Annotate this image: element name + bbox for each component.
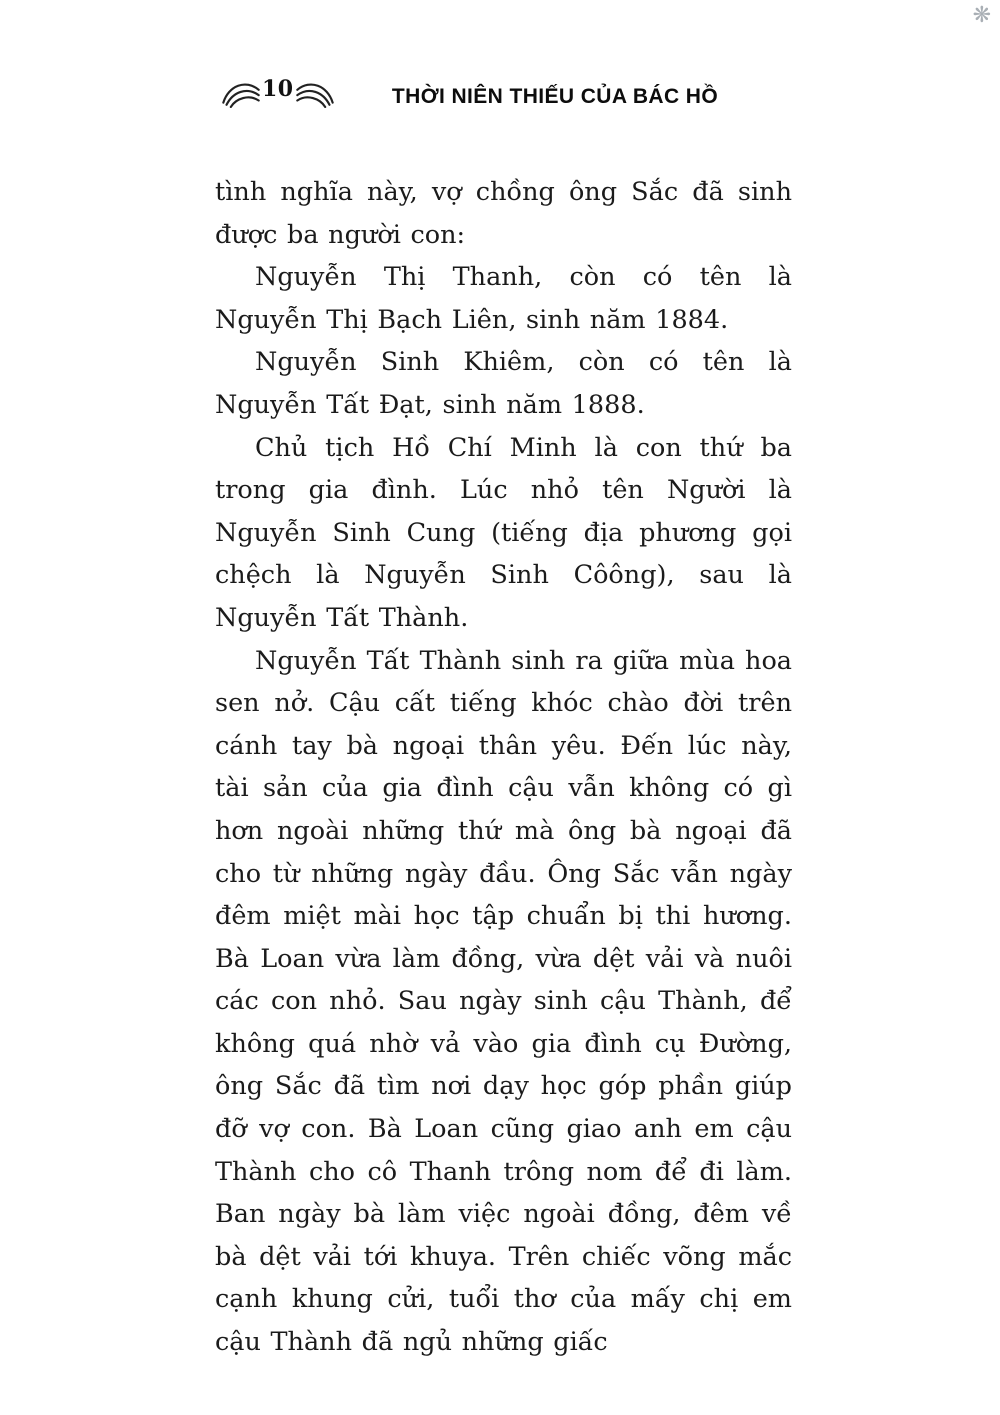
paragraph: Nguyễn Thị Thanh, còn có tên là Nguyễn Thị Bạch Liên, sinh năm 1884.: [215, 262, 792, 335]
page-number: 10: [262, 76, 294, 102]
page-header: [0, 78, 1000, 120]
body-text-column: [215, 171, 792, 1364]
book-swoosh-left-icon: [222, 78, 260, 108]
running-header-title: THỜI NIÊN THIẾU CỦA BÁC HỒ: [391, 85, 719, 108]
paragraph: Chủ tịch Hồ Chí Minh là con thứ ba trong gia đình. Lúc nhỏ tên Người là Nguyễn Sinh Cung (tiếng địa phương gọi chệch là Nguyễn Sinh Côông), sau là Nguyễn Tất Thành.: [215, 432, 792, 633]
book-swoosh-right-icon: [296, 78, 334, 108]
paragraph: Nguyễn Tất Thành sinh ra giữa mùa hoa sen nở. Cậu cất tiếng khóc chào đời trên cánh tay bà ngoại thân yêu. Đến lúc này, tài sản của gia đình cậu vẫn không có gì hơn ngoài những thứ mà ông bà ngoại đã cho từ những ngày đầu. Ông Sắc vẫn ngày đêm miệt mài học tập chuẩn bị thi hương. Bà Loan vừa làm đồng, vừa dệt vải và nuôi các con nhỏ. Sau ngày sinh cậu Thành, để không quá nhờ vả vào gia đình cụ Đường, ông Sắc đã tìm nơi dạy học góp phần giúp đỡ vợ con. Bà Loan cũng giao anh em cậu Thành cho cô Thanh trông nom để đi làm. Ban ngày bà làm việc ngoài đồng, đêm về bà dệt vải tới khuya. Trên chiếc võng mắc cạnh khung cửi, tuổi thơ của mấy chị em cậu Thành đã ngủ những giấc: [215, 645, 792, 1358]
page-number-ornament: [222, 78, 334, 108]
paragraph: Nguyễn Sinh Khiêm, còn có tên là Nguyễn Tất Đạt, sinh năm 1888.: [215, 347, 792, 420]
paragraph: tình nghĩa này, vợ chồng ông Sắc đã sinh được ba người con:: [215, 177, 792, 250]
flower-asterisk-icon[interactable]: ❋: [972, 3, 991, 28]
